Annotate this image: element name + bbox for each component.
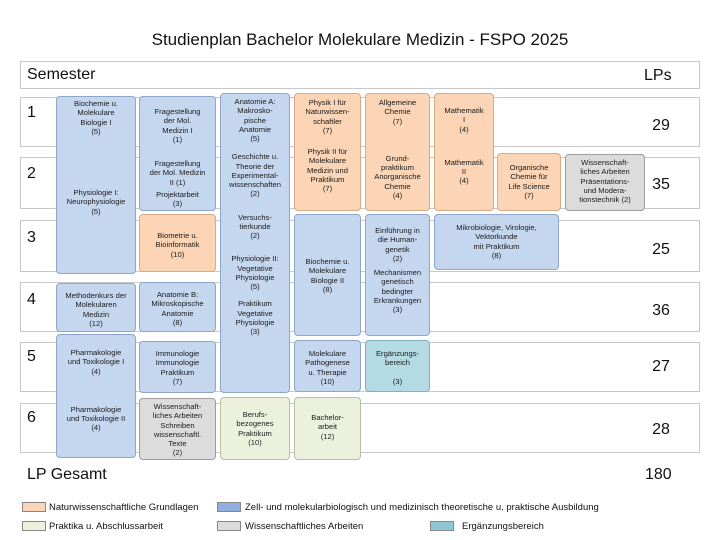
module-card xyxy=(497,153,561,211)
module-card xyxy=(365,214,430,336)
module-card xyxy=(220,397,290,460)
semester-number: 1 xyxy=(27,104,36,121)
legend-swatch-wissenschaft xyxy=(217,521,241,531)
module-text: Wissenschaft- liches Arbeiten Schreiben wissenschaftl. Texte (2) xyxy=(152,402,203,458)
semester-lp: 25 xyxy=(652,241,670,258)
semester-number: 2 xyxy=(27,165,36,182)
module-text: Pharmakologie und Toxikologie I (4) xyxy=(67,348,125,376)
module-text: Organische Chemie für Life Science (7) xyxy=(508,163,550,200)
module-text: Physik I für Naturwissen- schaftler (7) xyxy=(305,98,350,135)
module-card xyxy=(220,93,290,393)
header-row xyxy=(20,61,700,89)
module-text: Mathematik I (4) xyxy=(444,106,484,134)
module-text: Physiologie II: Vegetative Physiologie (5) xyxy=(231,254,279,291)
module-card xyxy=(565,154,645,211)
module-text: Einführung in die Human- genetik (2) xyxy=(375,226,420,263)
semester-lp: 27 xyxy=(652,358,670,375)
module-text: Immunologie Immunologie Praktikum (7) xyxy=(155,349,200,386)
semester-header: Semester xyxy=(27,66,96,83)
module-card xyxy=(294,340,361,392)
module-text: Fragestellung der Mol. Medizin I (1) xyxy=(154,107,201,144)
semester-lp: 28 xyxy=(652,421,670,438)
module-text: Mikrobiologie, Virologie, Vektorkunde mit Praktikum (8) xyxy=(456,223,537,260)
module-text: Mechanismen genetisch bedingter Erkrankungen (3) xyxy=(373,268,422,314)
legend-label-natur: Naturwissenschaftliche Grundlagen xyxy=(49,502,199,513)
module-card xyxy=(294,214,361,336)
module-text: Biochemie u. Molekulare Biologie II (8) xyxy=(305,257,350,294)
semester-number: 3 xyxy=(27,229,36,246)
module-text: Mathematik II (4) xyxy=(444,157,484,186)
module-text: Physik II für Molekulare Medizin und Praktikum (7) xyxy=(307,147,348,193)
module-card xyxy=(294,93,361,211)
module-text: Ergänzungs- bereich (3) xyxy=(375,349,420,386)
module-text: Berufs- bezogenes Praktikum (10) xyxy=(236,410,274,447)
legend-swatch-ergaenzung xyxy=(430,521,454,531)
module-text: Wissenschaft- liches Arbeiten Präsentations- und Modera- tionstechnik (2) xyxy=(579,158,631,204)
module-card xyxy=(56,96,136,274)
legend-label-zell: Zell- und molekularbiologisch und medizinisch theoretische u. praktische Ausbildung xyxy=(245,502,599,513)
semester-number: 6 xyxy=(27,409,36,426)
module-card xyxy=(294,397,361,460)
legend-label-praktika: Praktika u. Abschlussarbeit xyxy=(49,521,164,532)
module-card xyxy=(139,282,216,332)
module-text: Geschichte u. Theorie der Experimental- wissenschaften (2) xyxy=(229,152,281,199)
legend-swatch-zell xyxy=(217,502,241,512)
lps-header: LPs xyxy=(644,67,672,84)
module-text: Methodenkurs der Molekularen Medizin (12) xyxy=(65,291,127,328)
module-card xyxy=(434,214,559,270)
legend-label-wissenschaft: Wissenschaftliches Arbeiten xyxy=(245,521,364,532)
module-text: Allgemeine Chemie (7) xyxy=(378,98,417,126)
module-card xyxy=(139,398,216,460)
module-text: Fragestellung der Mol. Medizin II (1) xyxy=(149,159,206,187)
semester-lp: 35 xyxy=(652,176,670,193)
module-text: Biometrie u. Bioinformatik (10) xyxy=(155,231,200,259)
legend-swatch-natur xyxy=(22,502,46,512)
page-title: Studienplan Bachelor Molekulare Medizin - FSPO 2025 xyxy=(151,30,569,49)
module-card xyxy=(365,93,430,211)
module-text: Anatomie B: Mikroskopische Anatomie (8) xyxy=(151,290,204,327)
module-text: Praktikum Vegetative Physiologie (3) xyxy=(235,299,275,336)
module-card xyxy=(139,214,216,272)
total-value: 180 xyxy=(645,466,672,483)
semester-lp: 29 xyxy=(652,117,670,134)
semester-lp: 36 xyxy=(652,302,670,319)
module-card xyxy=(365,340,430,392)
module-text: Molekulare Pathogenese u. Therapie (10) xyxy=(305,349,350,386)
semester-number: 4 xyxy=(27,291,36,308)
legend-swatch-praktika xyxy=(22,521,46,531)
module-card xyxy=(139,96,216,211)
module-text: Versuchs- tierkunde (2) xyxy=(238,212,272,240)
semester-number: 5 xyxy=(27,348,36,365)
module-card xyxy=(139,341,216,393)
module-card xyxy=(56,334,136,458)
module-text: Biochemie u. Molekulare Biologie I (5) xyxy=(74,99,118,136)
module-text: Anatomie A: Makrosko- pische Anatomie (5) xyxy=(234,97,276,143)
module-text: Pharmakologie und Toxikologie II (4) xyxy=(66,404,126,433)
module-text: Physiologie I: Neurophysiologie (5) xyxy=(66,188,126,216)
module-text: Bachelor- arbeit (12) xyxy=(311,413,344,441)
module-text: Grund- praktikum Anorganische Chemie (4) xyxy=(374,153,421,200)
total-label: LP Gesamt xyxy=(27,466,107,483)
module-card xyxy=(434,93,494,211)
legend-label-ergaenzung: Ergänzungsbereich xyxy=(462,521,544,532)
module-text: Projektarbeit (3) xyxy=(156,189,199,208)
module-card xyxy=(56,283,136,332)
